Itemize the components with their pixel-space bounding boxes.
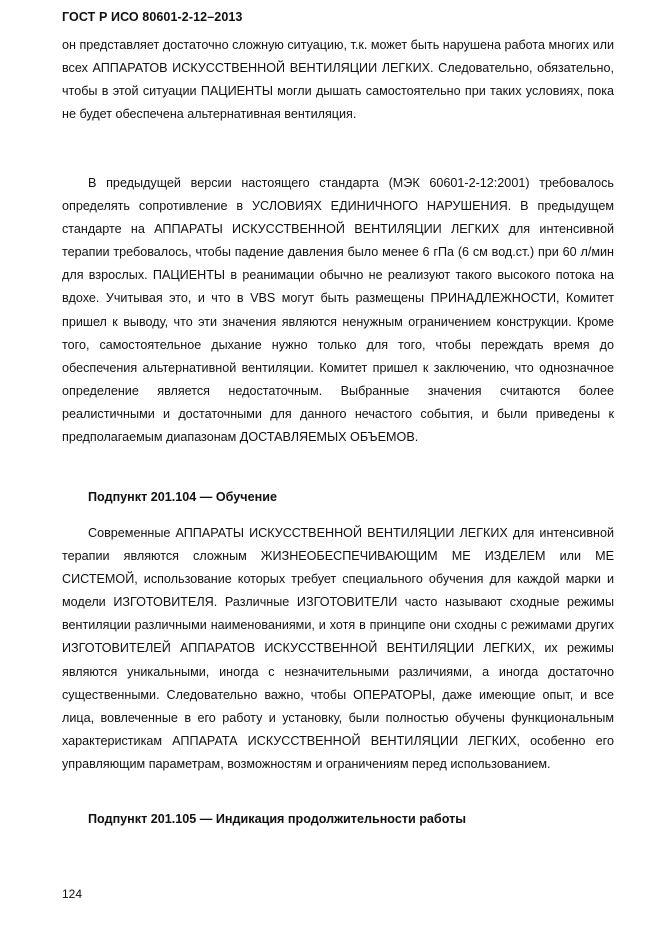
section-heading-201-105: Подпункт 201.105 — Индикация продолжительности работы bbox=[88, 812, 467, 826]
section-heading-201-104: Подпункт 201.104 — Обучение bbox=[88, 490, 277, 504]
paragraph-continuation: он представляет достаточно сложную ситуацию, т.к. может быть нарушена работа многих или всех АППАРАТОВ ИСКУССТВЕННОЙ ВЕНТИЛЯЦИИ ЛЕГКИХ. Следовательно, обязательно, чтобы в этой ситуации ПАЦИЕНТЫ могли дышать самостоятельно при таких условиях, пока не будет обеспечена альтернативная вентиляция. bbox=[62, 38, 614, 122]
paragraph-training: Современные АППАРАТЫ ИСКУССТВЕННОЙ ВЕНТИЛЯЦИИ ЛЕГКИХ для интенсивной терапии являются сложным ЖИЗНЕОБЕСПЕЧИВАЮЩИМ МЕ ИЗДЕЛЕМ или МЕ СИСТЕМОЙ, использование которых требует специального обучения для каждой марки и модели ИЗГОТОВИТЕЛЯ. Различные ИЗГОТОВИТЕЛИ часто называют сходные режимы вентиляции различными наименованиями, и хотя в принципе они сходны с режимами других ИЗГОТОВИТЕЛЕЙ АППАРАТОВ ИСКУССТВЕННОЙ ВЕНТИЛЯЦИИ ЛЕГКИХ, их режимы являются уникальными, иногда с незначительными различиями, а иногда достаточно существенными. Следовательно важно, чтобы ОПЕРАТОРЫ, даже имеющие опыт, и все лица, вовлеченные в его работу и установку, были полностью обучены функциональным характеристикам АППАРАТА ИСКУССТВЕННОЙ ВЕНТИЛЯЦИИ ЛЕГКИХ, особенно его управляющим параметрам, возможностям и ограничениям перед использованием. bbox=[62, 526, 614, 771]
paragraph-previous-version: В предыдущей версии настоящего стандарта (МЭК 60601-2-12:2001) требовалось определять сопротивление в УСЛОВИЯХ ЕДИНИЧНОГО НАРУШЕНИЯ. В предыдущем стандарте на АППАРАТЫ ИСКУССТВЕННОЙ ВЕНТИЛЯЦИИ ЛЕГКИХ для интенсивной терапии требовалось, чтобы падение давления было менее 6 гПа (6 см вод.ст.) при 60 л/мин для взрослых. ПАЦИЕНТЫ в реанимации обычно не реализуют такого высокого потока на вдохе. Учитывая это, и что в VBS могут быть размещены ПРИНАДЛЕЖНОСТИ, Комитет пришел к выводу, что эти значения являются ненужным ограничением конструкции. Кроме того, самостоятельное дыхание нужно только для того, чтобы переждать время до обеспечения альтернативной вентиляции. Комитет пришел к заключению, что однозначное определение является недостаточным. Выбранные значения считаются более реалистичными и достаточными для данного нечастого события, и были приведены к предполагаемым диапазонам ДОСТАВЛЯЕМЫХ ОБЪЕМОВ. bbox=[62, 176, 614, 445]
document-header: ГОСТ Р ИСО 80601-2-12–2013 bbox=[62, 10, 243, 24]
page-number: 124 bbox=[62, 887, 83, 901]
